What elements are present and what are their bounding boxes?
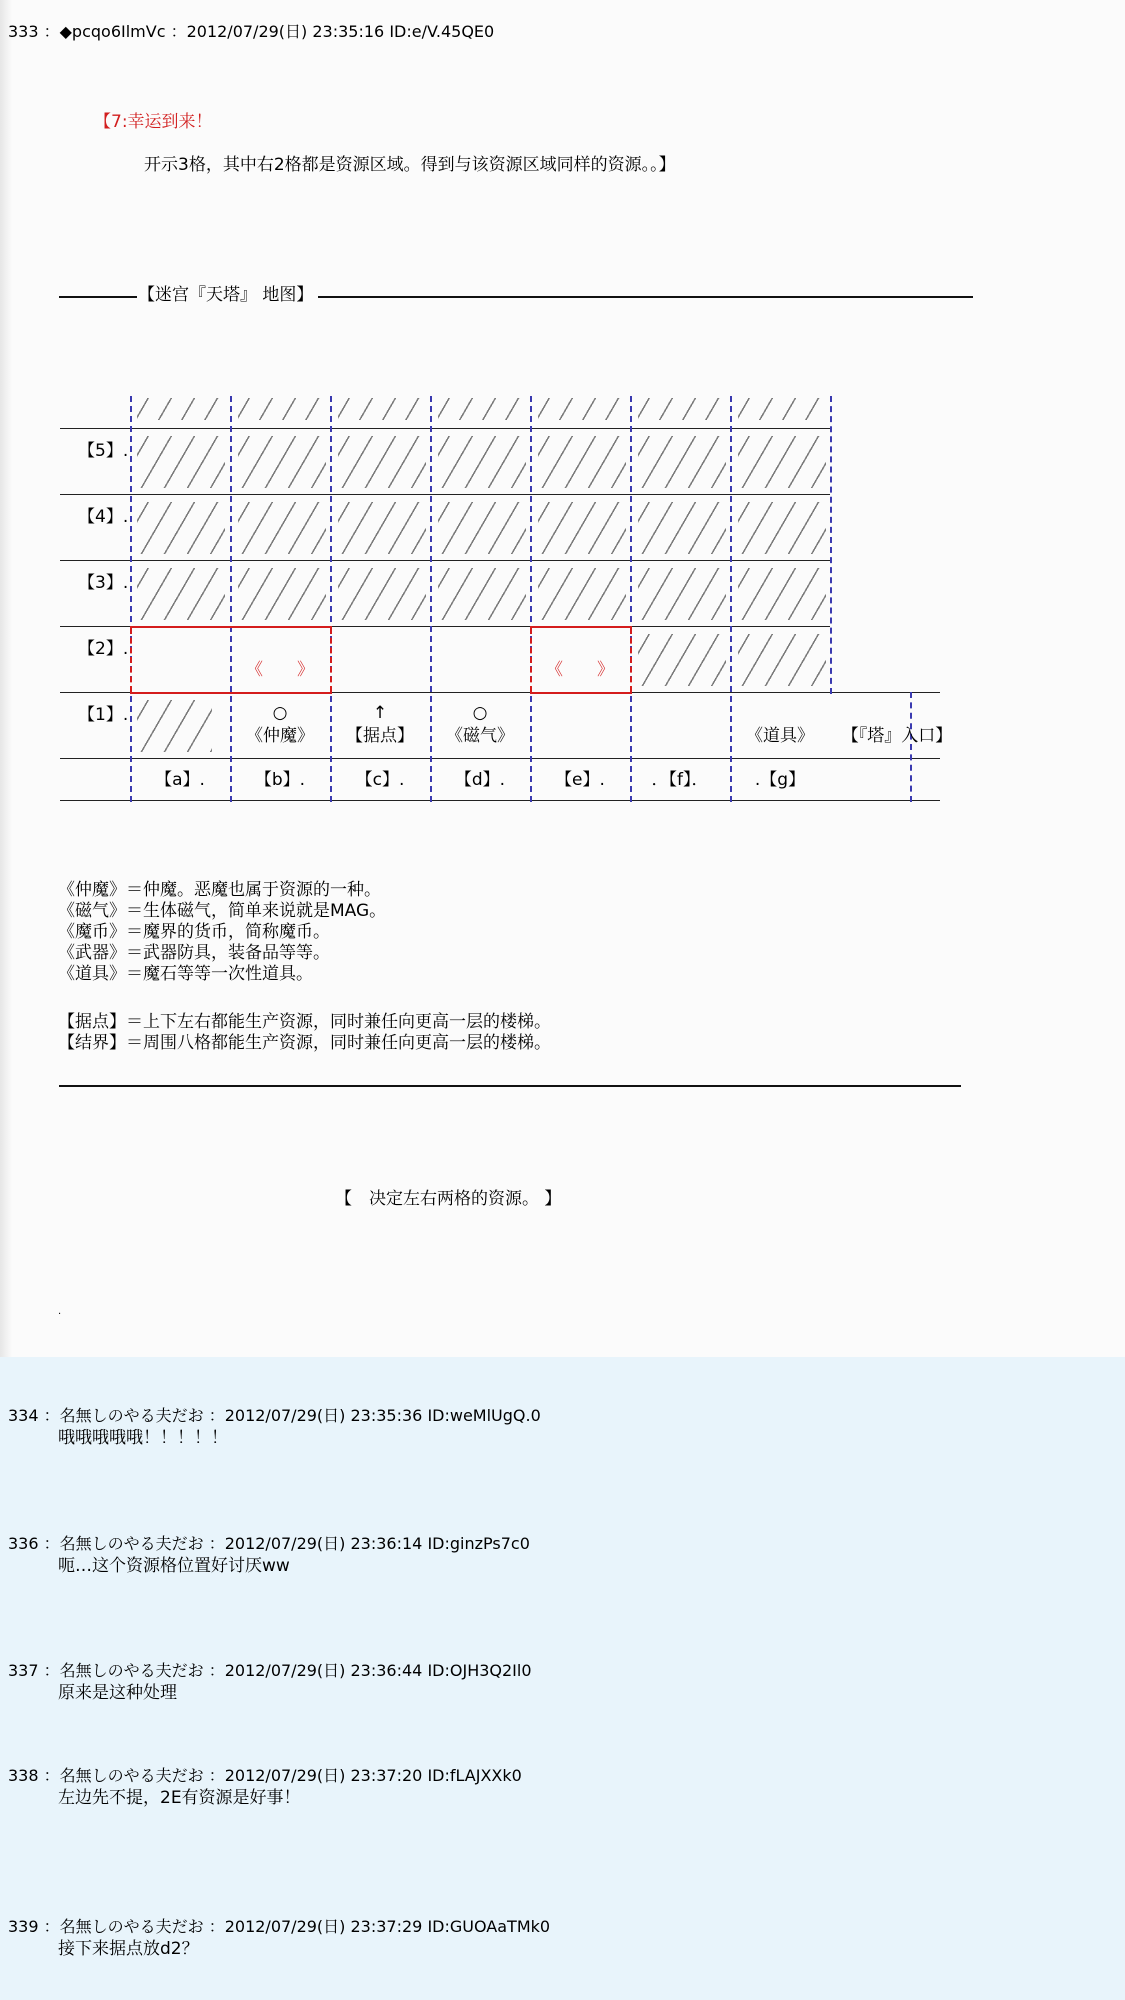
map-cell-e5 [538,436,626,488]
map-cell-c5 [338,436,426,488]
map-cell-e4 [538,502,626,554]
legend-item: 《魔币》＝魔界的货币，简称魔币。 [58,922,330,942]
reply-339-body: 接下来据点放d2？ [58,1939,199,1959]
map-cell-g3 [738,568,826,620]
trailing-dot: . [58,1306,62,1317]
section-divider [59,1085,961,1087]
map-cell-e-top [538,398,626,420]
col-label-e: 【e】. [555,770,605,790]
map-cell-g-top [738,398,826,420]
map-cell-d4 [438,502,526,554]
map-cell-g2 [738,634,826,686]
highlight-e2-top [530,626,632,628]
reply-334-body: 哦哦哦哦哦！！！！！ [58,1428,228,1448]
event-title: 【7:幸运到来！ [94,112,213,132]
map-cell-c-top [338,398,426,420]
grid-line [60,560,830,561]
map-cell-g5 [738,436,826,488]
reply-336-body: 呃…这个资源格位置好讨厌ww [58,1556,290,1576]
col-label-b: 【b】. [254,770,306,790]
map-cell-b3 [238,568,326,620]
resource-mark-e2: 《 》 [546,660,614,680]
grid-line [60,800,940,801]
highlight-b2-right [330,628,332,692]
reply-336-header: 336 ：名無しのやる夫だお ：2012/07/29(日) 23:36:14 ID:ginzPs7c0 [8,1534,530,1553]
post-333-header: 333 ：◆pcqo6IlmVc ：2012/07/29(日) 23:35:16 ID:e/V.45QE0 [8,22,495,41]
grid-col-line [910,692,912,802]
legend-item: 《武器》＝武器防具，装备品等等。 [58,943,330,963]
reply-334-header: 334 ：名無しのやる夫だお ：2012/07/29(日) 23:35:36 ID:weMlUgQ.0 [8,1406,541,1425]
col-label-d: 【d】. [454,770,506,790]
row-label-4: 【4】. [78,507,129,527]
highlight-e2-right [630,628,632,692]
decision-prompt: 【 决定左右两格的资源。 】 [335,1189,562,1209]
legend-item: 【结界】＝周围八格都能生产资源，同时兼任向更高一层的楼梯。 [58,1033,551,1053]
grid-col-line [830,396,832,694]
col-label-f: ．【f】． [651,770,709,790]
resource-d1: 《磁气》 [446,726,514,746]
panel-edge [0,0,12,1357]
base-c1: 【据点】 [346,726,414,746]
map-cell-e3 [538,568,626,620]
map-cell-a1 [137,700,212,752]
map-cell-d3 [438,568,526,620]
reply-337-body: 原来是这种处理 [58,1683,177,1703]
row-label-3: 【3】. [78,573,129,593]
legend-item: 【据点】＝上下左右都能生产资源，同时兼任向更高一层的楼梯。 [58,1012,551,1032]
map-cell-a3 [137,568,225,620]
legend-item: 《道具》＝魔石等等一次性道具。 [58,964,313,984]
reply-338-body: 左边先不提，2E有资源是好事！ [58,1788,301,1808]
resource-g1: 《道具》 [746,726,814,746]
highlight-b2-top [130,626,332,628]
map-title-rule-left [59,296,137,298]
map-cell-c4 [338,502,426,554]
map-cell-a4 [137,502,225,554]
map-cell-c3 [338,568,426,620]
grid-col-line [630,396,632,802]
resource-mark-b2: 《 》 [246,660,314,680]
circle-mark-b1: ○ [272,703,288,723]
grid-line [60,428,830,429]
legend-item: 《磁气》＝生体磁气，简单来说就是MAG。 [58,901,387,921]
map-cell-g4 [738,502,826,554]
map-cell-d5 [438,436,526,488]
map-cell-b4 [238,502,326,554]
row-label-5: 【5】. [78,441,129,461]
tower-entrance: 【『塔』入口】 [841,726,953,746]
col-label-c: 【c】. [355,770,405,790]
grid-col-line [130,396,132,802]
map-cell-b5 [238,436,326,488]
map-cell-f-top [638,398,726,420]
map-cell-f5 [638,436,726,488]
legend-item: 《仲魔》＝仲魔。恶魔也属于资源的一种。 [58,880,381,900]
grid-line [60,692,130,693]
reply-338-header: 338 ：名無しのやる夫だお ：2012/07/29(日) 23:37:20 ID:fLAJXXk0 [8,1766,522,1785]
highlight-b2-left [130,628,132,692]
map-cell-b-top [238,398,326,420]
map-title: 【迷宫『天塔』 地图】 [138,285,314,305]
event-description: 开示3格，其中右2格都是资源区域。得到与该资源区域同样的资源。。】 [144,155,676,175]
map-cell-f2 [638,634,726,686]
grid-line [60,758,940,759]
resource-b1: 《仲魔》 [246,726,314,746]
map-cell-f4 [638,502,726,554]
map-cell-a-top [137,398,225,420]
grid-col-line [530,396,532,802]
row-label-2: 【2】. [78,639,129,659]
reply-339-header: 339 ：名無しのやる夫だお ：2012/07/29(日) 23:37:29 ID:GUOAaTMk0 [8,1917,551,1936]
map-cell-a5 [137,436,225,488]
map-title-rule-right [318,296,973,298]
grid-line [60,494,830,495]
grid-line [632,692,940,693]
map-cell-f3 [638,568,726,620]
circle-mark-d1: ○ [472,703,488,723]
reply-337-header: 337 ：名無しのやる夫だお ：2012/07/29(日) 23:36:44 ID:OJH3Q2Il0 [8,1661,532,1680]
arrow-up-icon: ↑ [372,703,388,723]
highlight-b2-bottom [130,692,332,694]
col-label-g: .【g】 [754,770,806,790]
highlight-e2-bottom [530,692,632,694]
map-cell-d-top [438,398,526,420]
col-label-a: 【a】. [155,770,205,790]
row-label-1: 【1】. [78,705,129,725]
